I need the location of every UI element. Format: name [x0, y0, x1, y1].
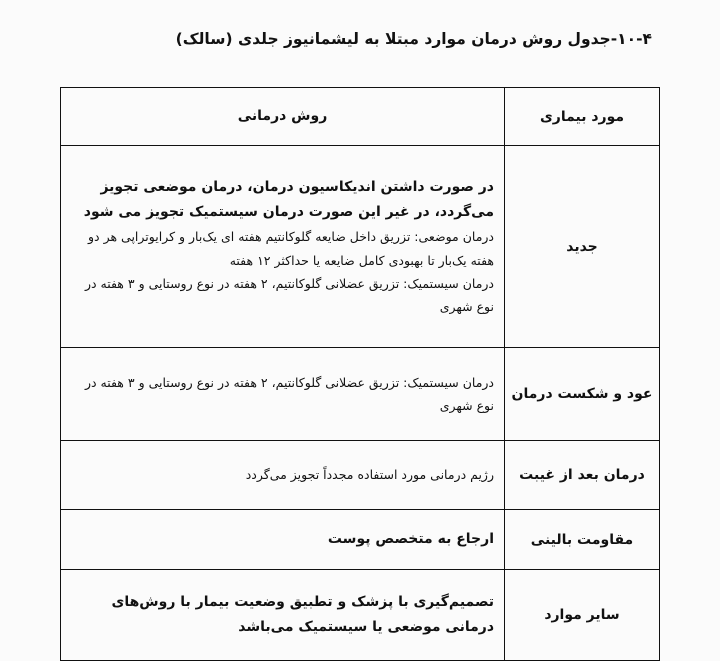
- treatment-new-systemic: درمان سیستمیک: تزریق عضلانی گلوکانتیم، ۲ هفته در نوع روستایی و ۳ هفته در نوع شهری: [84, 275, 494, 314]
- table-row: [61, 348, 660, 441]
- treatment-clinical-resistance-text: ارجاع به متخصص پوست: [327, 530, 494, 547]
- treatment-other: [61, 570, 505, 661]
- table-row: [61, 510, 660, 570]
- table-caption: ۱۰-۴-جدول روش درمان موارد مبتلا به لیشمانیوز جلدی (سالک): [175, 30, 652, 48]
- treatment-new-indication: در صورت داشتن اندیکاسیون درمان، درمان موضعی تجویز می‌گردد، در غیر این صورت درمان سیستمیک تجویز می شود: [83, 179, 494, 221]
- table-row: [61, 146, 660, 348]
- treatment-clinical-resistance: [61, 510, 505, 570]
- header-case-type: مورد بیماری: [505, 88, 660, 146]
- treatment-table: [60, 87, 660, 661]
- case-other: سایر موارد: [505, 570, 660, 661]
- case-after-absence: درمان بعد از غیبت: [505, 441, 660, 510]
- header-treatment-method: روش درمانی: [61, 88, 505, 146]
- table-header-row: [61, 88, 660, 146]
- treatment-other-text: تصمیم‌گیری با پزشک و تطبیق وضعیت بیمار با روش‌های درمانی موضعی یا سیستمیک می‌باشد: [111, 593, 494, 635]
- treatment-relapse: [61, 348, 505, 441]
- case-relapse: عود و شکست درمان: [505, 348, 660, 441]
- treatment-new: [61, 146, 505, 348]
- treatment-after-absence-text: رژیم درمانی مورد استفاده مجدداً تجویز می‌گردد: [245, 467, 494, 483]
- treatment-after-absence: [61, 441, 505, 510]
- case-new: جدید: [505, 146, 660, 348]
- table-row: [61, 570, 660, 661]
- case-clinical-resistance: مقاومت بالینی: [505, 510, 660, 570]
- treatment-new-local: درمان موضعی: تزریق داخل ضایعه گلوکانتیم هفته ای یک‌بار و کرایوتراپی هر دو هفته یک‌بار تا بهبودی کامل ضایعه یا حداکثر ۱۲ هفته: [88, 229, 494, 268]
- table-row: [61, 441, 660, 510]
- treatment-relapse-text: درمان سیستمیک: تزریق عضلانی گلوکانتیم، ۲ هفته در نوع روستایی و ۳ هفته در نوع شهری: [84, 374, 494, 413]
